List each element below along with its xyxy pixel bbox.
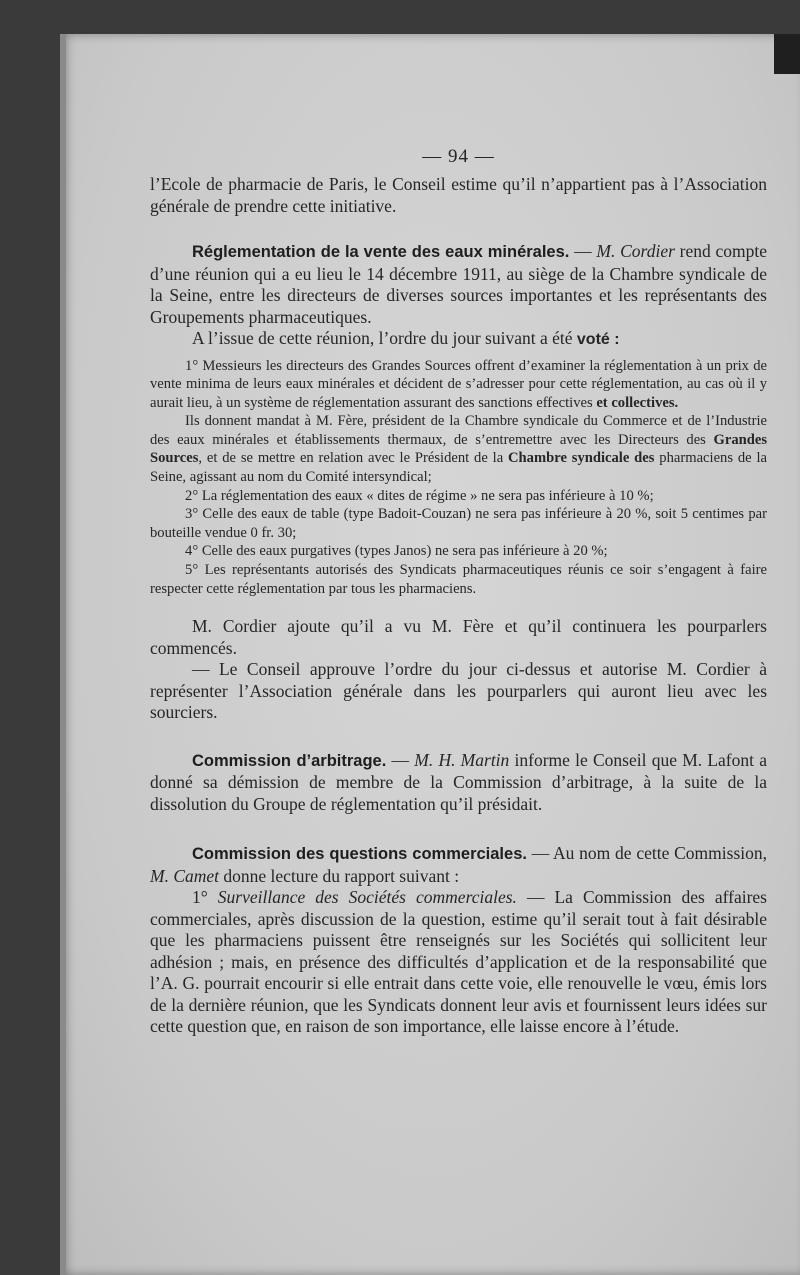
page-tab-strip: [774, 34, 800, 74]
speaker-name: M. H. Martin: [414, 749, 510, 770]
continuation-paragraph: l’Ecole de pharmacie de Paris, le Conseil estime qu’il n’appartient pas à l’Association générale de prendre cette initiative.: [150, 174, 767, 216]
speaker-name: M. Cordier: [596, 241, 675, 261]
agenda-intro: A l’issue de cette réunion, l’ordre du jour suivant a été voté :: [192, 328, 620, 348]
subsection-title: Surveillance des Sociétés commerciales.: [217, 887, 517, 908]
agenda-mandate: Ils donnent mandat à M. Fère, président de la Chambre syndicale du Commerce et de l’Industrie des eaux minérales et établissements thermaux, de s’entremettre avec les Directeurs des Grandes Sources, et de se mettre en relation avec le Président de la Chambre syndicale des pharmaciens de la Seine, agissant au nom du Comité intersyndical;: [150, 413, 768, 486]
agenda-item-2: 2° La réglementation des eaux « dites de régime » ne sera pas inférieure à 10 %;: [185, 487, 654, 504]
section-heading: Commission des questions commerciales.: [192, 845, 527, 864]
section-heading: Commission d’arbitrage.: [192, 751, 387, 770]
agenda-item-5: 5° Les représentants autorisés des Syndicats pharmaceutiques réunis ce soir s’engagent à faire respecter cette réglementation par tous les pharmaciens.: [150, 562, 767, 597]
speaker-name: M. Camet: [150, 865, 220, 886]
agenda-item-1: 1° Messieurs les directeurs des Grandes Sources offrent d’examiner la réglementation à un prix de vente minima de leurs eaux minérales et décident de s’adresser pour cette réglementation, au cas où il y aurait lieu, à un système de réglementation assurant des sanctions effectives et collectives.: [150, 357, 767, 411]
section-mineral-waters-intro: Réglementation de la vente des eaux minérales. — M. Cordier rend compte d’une réunion qui a eu lieu le 14 décembre 1911, au siège de la Chambre syndicale de la Seine, entre les directeurs de diverses sources importantes et les représentants des Groupements pharmaceutiques.: [150, 241, 768, 327]
commercial-companies-paragraph: 1° Surveillance des Sociétés commerciales. — La Commission des affaires commerciales, après discussion de la question, estime qu’il serait tout à fait désirable que les pharmaciens puissent être renseignés sur les Sociétés qui sollicitent leur adhésion ; mais, en présence des difficultés d’application et de la responsabilité que l’A. G. pourrait encourir si elle entrait dans cette voie, elle renouvelle le vœu, émis lors de la dernière réunion, que les Syndicats donnent leur avis et fournissent leurs idées sur cette question que, en raison de son importance, elle laisse encore à l’étude.: [150, 887, 767, 1037]
page-text: [150, 146, 767, 1038]
section-heading: Réglementation de la vente des eaux minérales.: [192, 243, 570, 261]
page-number: — 94 —: [422, 146, 495, 167]
council-approval: — Le Conseil approuve l’ordre du jour ci-dessus et autorise M. Cordier à représenter l’Association générale dans les pourparlers qui auront lieu avec les sourciers.: [150, 659, 767, 723]
agenda-item-4: 4° Celle des eaux purgatives (types Janos) ne sera pas inférieure à 20 %;: [185, 543, 608, 560]
cordier-addendum: M. Cordier ajoute qu’il a vu M. Fère et qu’il continuera les pourparlers commencés.: [150, 616, 767, 658]
section-arbitration: Commission d’arbitrage. — M. H. Martin informe le Conseil que M. Lafont a donné sa démission de membre de la Commission d’arbitrage, à la suite de la dissolution du Groupe de réglementation qu’il présidait.: [150, 749, 767, 814]
page-gutter-edge: [60, 34, 66, 1275]
section-commercial-questions: Commission des questions commerciales. — Au nom de cette Commission, M. Camet donne lecture du rapport suivant :: [150, 843, 767, 886]
agenda-item-3: 3° Celle des eaux de table (type Badoit-Couzan) ne sera pas inférieure à 20 %, soit 5 centimes par bouteille vendue 0 fr. 30;: [150, 506, 767, 541]
